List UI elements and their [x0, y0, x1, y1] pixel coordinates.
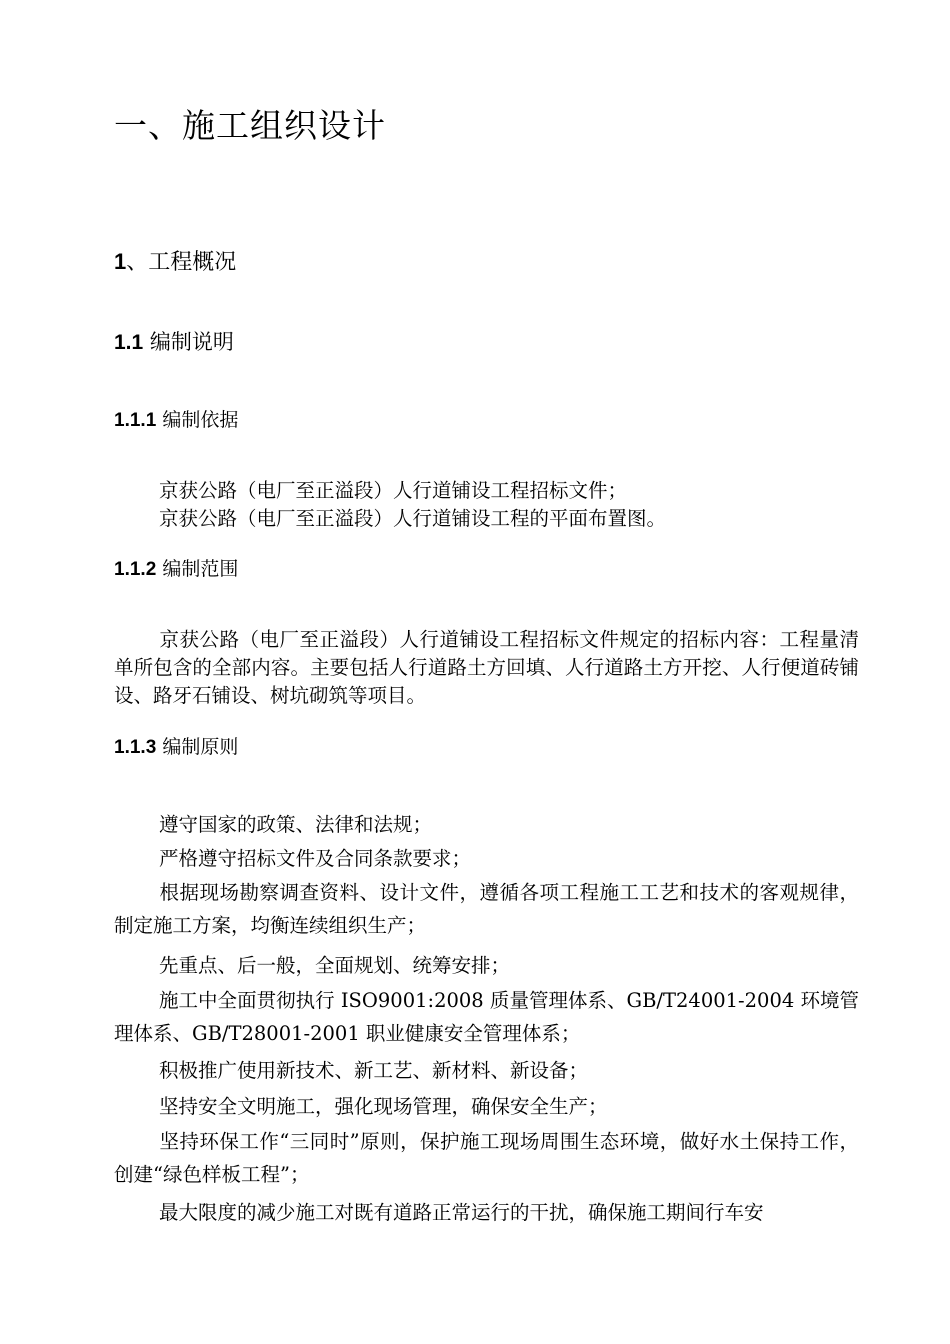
principle-item: 遵守国家的政策、法律和法规； [159, 813, 433, 836]
principle-item: 最大限度的减少施工对既有道路正常运行的干扰，确保施工期间行车安 [159, 1201, 764, 1224]
section-number: 1.1.1 [114, 410, 157, 431]
section-label: 编制说明 [149, 330, 234, 354]
section-label: 编制范围 [162, 558, 239, 580]
basis-item: 京获公路（电厂至正溢段）人行道铺设工程招标文件； [159, 479, 628, 502]
principle-item: 施工中全面贯彻执行 ISO9001:2008 质量管理体系、GB/T24001-2004 环境管理体系、GB/T28001-2001 职业健康安全管理体系； [114, 989, 859, 1045]
principle-item: 积极推广使用新技术、新工艺、新材料、新设备； [159, 1059, 589, 1082]
section-number: 1 [114, 249, 127, 274]
principle-item: 坚持安全文明施工，强化现场管理，确保安全生产； [159, 1095, 608, 1118]
section-label: 工程概况 [148, 250, 237, 275]
section-number: 1.1 [114, 331, 144, 354]
section-separator: 、 [126, 250, 149, 275]
section-heading-1-1-3 [114, 733, 238, 762]
section-heading-1 [114, 246, 236, 279]
section-number: 1.1.3 [114, 737, 157, 758]
section-label: 编制原则 [162, 736, 239, 758]
section-label: 编制依据 [162, 409, 239, 431]
section-heading-1-1-1 [114, 406, 238, 435]
section-heading-1-1 [114, 327, 234, 358]
principle-item: 先重点、后一般，全面规划、统筹安排； [159, 954, 511, 977]
page-title: 一、施工组织设计 [114, 106, 386, 145]
section-number: 1.1.2 [114, 559, 157, 580]
principle-item: 坚持环保工作“三同时”原则，保护施工现场周围生态环境，做好水土保持工作，创建“绿色样板工程”； [114, 1130, 859, 1186]
section-heading-1-1-2 [114, 555, 238, 584]
principle-item: 根据现场勘察调查资料、设计文件，遵循各项工程施工工艺和技术的客观规律，制定施工方案，均衡连续组织生产； [114, 881, 859, 937]
scope-paragraph: 京获公路（电厂至正溢段）人行道铺设工程招标文件规定的招标内容：工程量清单所包含的全部内容。主要包括人行道路土方回填、人行道路土方开挖、人行便道砖铺设、路牙石铺设、树坑砌筑等项目。 [114, 628, 859, 707]
principle-item: 严格遵守招标文件及合同条款要求； [159, 847, 472, 870]
basis-item: 京获公路（电厂至正溢段）人行道铺设工程的平面布置图。 [159, 507, 667, 530]
